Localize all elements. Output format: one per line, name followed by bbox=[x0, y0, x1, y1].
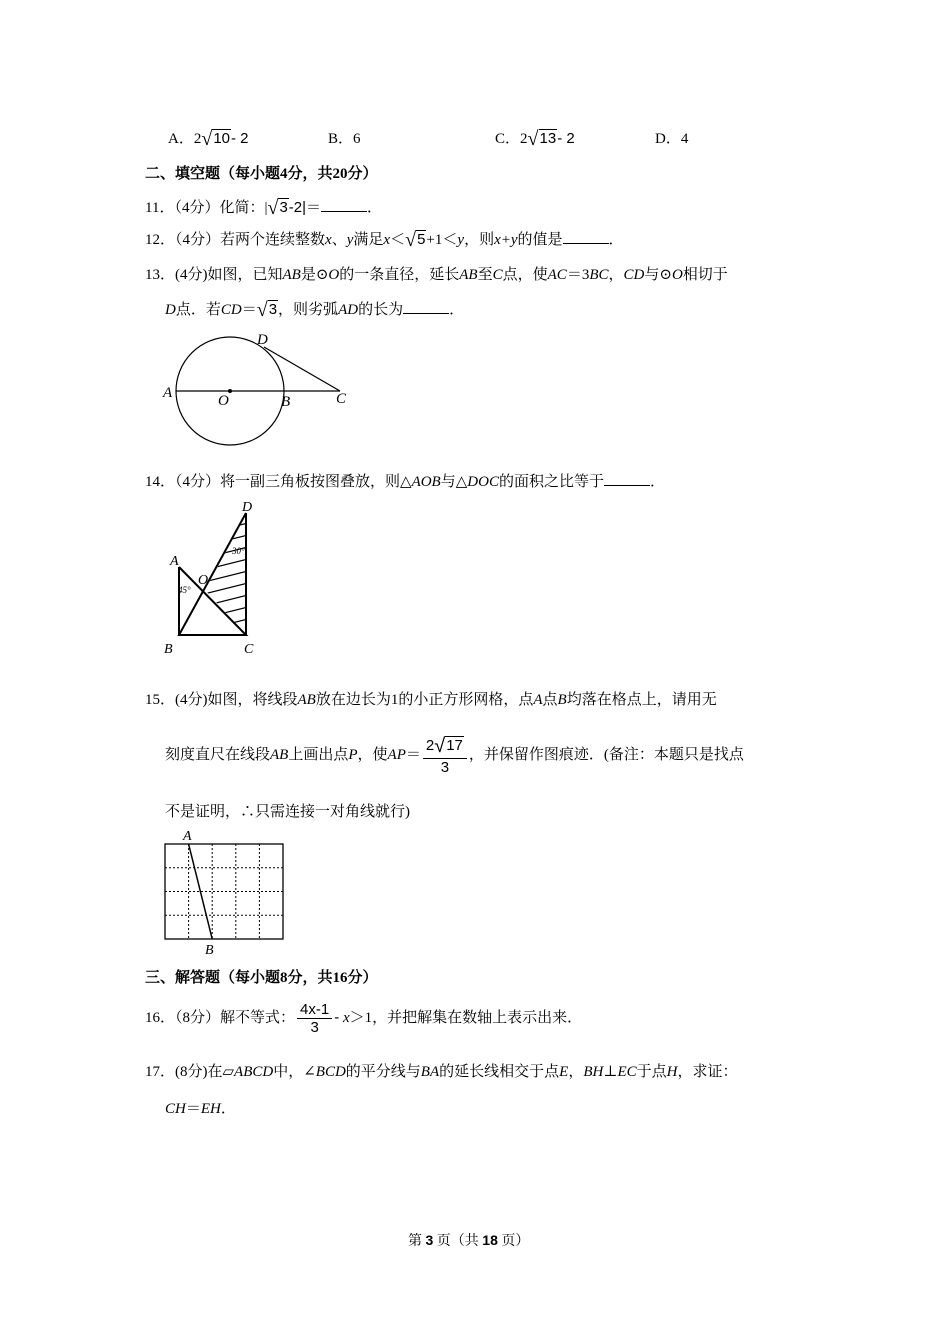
question-11: 11．（4分）化简：|√3-2|＝ ． bbox=[145, 197, 383, 219]
fraction-ap: $\frac{2√17}{3}$ bbox=[423, 735, 467, 776]
question-15-line1: 15．(4分)如图，将线段AB放在边长为1的小正方形网格，点A点B均落在格点上，请用无 bbox=[145, 692, 717, 708]
label-a: A bbox=[183, 829, 192, 844]
tangent-cd bbox=[264, 347, 340, 391]
answer-blank bbox=[321, 199, 367, 212]
answer-blank bbox=[604, 473, 650, 486]
label-o: O bbox=[198, 573, 209, 588]
question-16: 16．（8分）解不等式： $\frac{4x-1}{3}$ - x＞1，并把解集在数轴上表示出来． bbox=[145, 1001, 583, 1036]
angle-30-label: 30° bbox=[232, 546, 245, 556]
question-15-line3: 不是证明，∴只需连接一对角线就行) bbox=[165, 804, 410, 820]
label-a: A bbox=[170, 554, 179, 569]
hatched-region bbox=[200, 520, 260, 631]
option-b: B．6 bbox=[328, 131, 361, 147]
option-d: D．4 bbox=[655, 131, 689, 147]
fraction-16: $\frac{4x-1}{3}$ bbox=[297, 1001, 332, 1036]
label-a: A bbox=[163, 385, 173, 401]
grid-lines bbox=[165, 844, 283, 939]
option-c: C．2√13- 2 bbox=[495, 128, 575, 150]
answer-blank bbox=[563, 231, 609, 244]
circle-tangent-figure bbox=[160, 325, 360, 450]
label-c: C bbox=[336, 391, 347, 407]
question-14: 14．（4分）将一副三角板按图叠放，则△AOB与△DOC的面积之比等于 ． bbox=[145, 474, 665, 490]
section-title-solve: 三、解答题（每小题8分，共16分） bbox=[145, 970, 378, 986]
label-o: O bbox=[218, 393, 229, 409]
question-12: 12．（4分）若两个连续整数x、y满足x＜√5+1＜y，则x+y的值是 ． bbox=[145, 229, 624, 251]
question-17-line2: CH＝EH． bbox=[165, 1101, 236, 1117]
question-15-line2: 刻度直尺在线段AB上画出点P，使AP＝ $\frac{2√17}{3}$ ，并保留作图痕迹．(备注：本题只是找点 bbox=[165, 735, 744, 776]
triangle-abc bbox=[179, 567, 246, 635]
angle-45-label: 45° bbox=[178, 585, 191, 595]
question-13-line1: 13．(4分)如图，已知AB是⊙O的一条直径，延长AB至C点，使AC＝3BC，CD与⊙O相切于 bbox=[145, 267, 728, 283]
answer-blank bbox=[403, 301, 449, 314]
label-b: B bbox=[164, 642, 173, 657]
question-13-line2: D点．若CD＝√3，则劣弧AD的长为 ． bbox=[165, 299, 465, 321]
label-d: D bbox=[257, 332, 268, 348]
label-b: B bbox=[281, 394, 291, 410]
label-d: D bbox=[242, 500, 253, 515]
question-17-line1: 17．(8分)在▱ABCD中，∠BCD的平分线与BA的延长线相交于点E，BH⊥EC于点H，求证： bbox=[145, 1064, 738, 1080]
label-b: B bbox=[205, 943, 214, 958]
grid-figure bbox=[160, 826, 290, 958]
triangle-boards-figure bbox=[160, 495, 270, 660]
label-c: C bbox=[244, 642, 254, 657]
page-footer: 第 3 页（共 18 页） bbox=[408, 1232, 530, 1249]
section-title-fill-blank: 二、填空题（每小题4分，共20分） bbox=[145, 166, 378, 182]
option-a: A．2√10- 2 bbox=[168, 128, 249, 150]
segment-ab bbox=[189, 844, 213, 939]
